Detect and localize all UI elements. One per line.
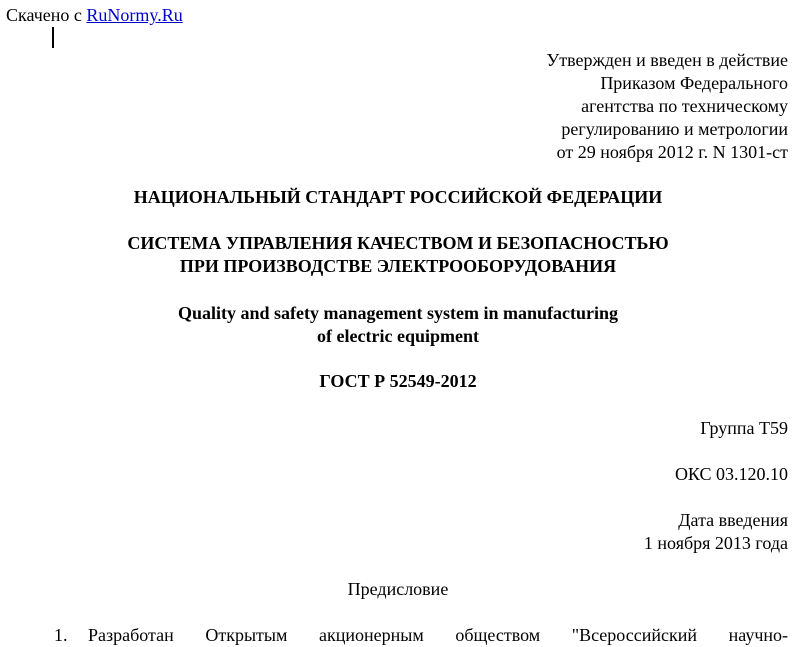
approval-line: Утвержден и введен в действие: [546, 50, 788, 70]
list-item-number: 1.: [54, 625, 68, 645]
approval-block: [388, 49, 788, 164]
approval-line: агентства по техническому: [581, 96, 788, 116]
introduction-date: [644, 509, 788, 555]
text-cursor: [52, 27, 54, 48]
intro-date-value: 1 ноября 2013 года: [643, 533, 788, 553]
national-standard-heading: НАЦИОНАЛЬНЫЙ СТАНДАРТ РОССИЙСКОЙ ФЕДЕРАЦИИ: [133, 187, 663, 207]
standard-title-line: ПРИ ПРОИЗВОДСТВЕ ЭЛЕКТРООБОРУДОВАНИЯ: [179, 256, 617, 276]
oks-code: ОКС 03.120.10: [674, 464, 788, 484]
approval-line: Приказом Федерального: [600, 73, 788, 93]
foreword-heading: Предисловие: [347, 579, 449, 599]
english-title-line: Quality and safety management system in manufacturing: [178, 303, 618, 323]
download-source-line: [6, 4, 183, 27]
download-prefix-text: Скачено с: [6, 5, 87, 25]
list-item-text: Разработан Открытым акционерным обществом "Всероссийский научно-: [88, 625, 788, 645]
approval-line: от 29 ноября 2012 г. N 1301-ст: [556, 142, 788, 162]
group-code: Группа Т59: [700, 418, 788, 438]
english-title-line: of electric equipment: [317, 326, 479, 346]
gost-number: ГОСТ Р 52549-2012: [319, 371, 477, 391]
standard-title-line: СИСТЕМА УПРАВЛЕНИЯ КАЧЕСТВОМ И БЕЗОПАСНОСТЬЮ: [127, 233, 669, 253]
standard-title-russian: [0, 232, 794, 278]
intro-date-label: Дата введения: [678, 510, 788, 530]
runormy-link[interactable]: RuNormy.Ru: [86, 5, 183, 25]
standard-title-english: [0, 302, 794, 348]
approval-line: регулированию и метрологии: [561, 119, 788, 139]
